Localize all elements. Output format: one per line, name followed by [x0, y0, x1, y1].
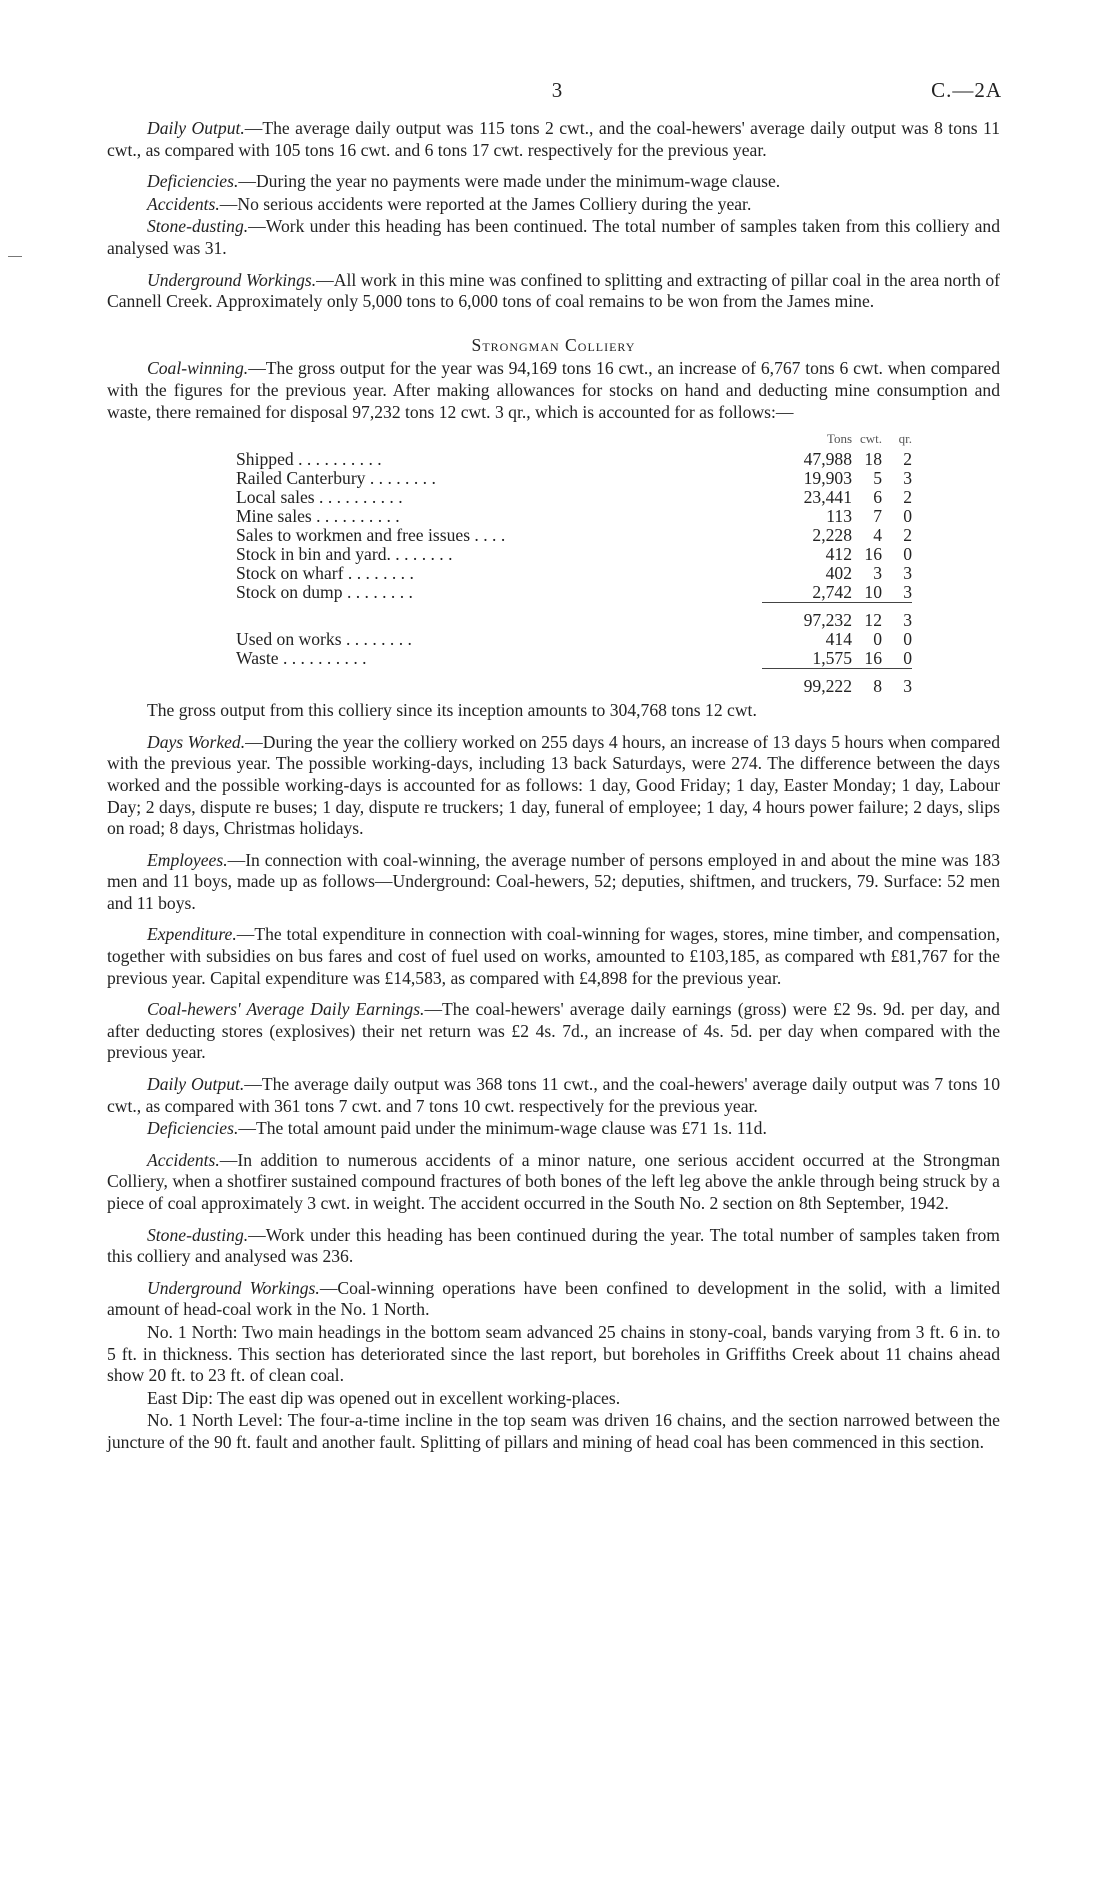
row-tons: 19,903 — [803, 468, 852, 489]
margin-mark — [8, 256, 22, 257]
page-body — [107, 118, 1000, 1455]
row-label: Shipped . . . . . . . . . . — [236, 449, 382, 470]
row-tons: 23,441 — [803, 487, 852, 508]
column-header: qr. — [898, 431, 912, 447]
strongman-expenditure: Expenditure.—The total expenditure in connection with coal-winning for wages, stores, mine timber, and compensation, together with subsidies on bus fares and cost of fuel used on works, amounted to £103,185, as compared wth £81,767 for the previous year. Capital expenditure was £14,583, as compared with £4,898 for the previous year. — [107, 924, 1000, 988]
row-qr: 2 — [903, 487, 912, 508]
strongman-days-worked: Days Worked.—During the year the colliery worked on 255 days 4 hours, an increase of 13 days 5 hours when compared with the previous year. The possible working-days, including 13 back Saturdays, were 274. The difference between the days worked and the possible working-days is accounted for as follows: 1 day, Good Friday; 1 day, Easter Monday; 1 day, Labour Day; 2 days, dispute re buses; 1 day, dispute re truckers; 1 day, funeral of employee; 1 day, 4 hours power failure; 2 days, slips on road; 8 days, Christmas holidays. — [107, 731, 1000, 839]
row-qr: 2 — [903, 449, 912, 470]
column-header: Tons — [826, 431, 852, 447]
total-row: 99,222 8 3 — [236, 669, 912, 697]
row-tons: 47,988 — [803, 449, 852, 470]
row-cwt: 10 — [864, 582, 882, 603]
row-label: Used on works . . . . . . . . — [236, 629, 412, 650]
table-row — [236, 507, 912, 526]
row-qr: 2 — [903, 525, 912, 546]
row-tons: 113 — [826, 506, 852, 527]
row-cwt: 18 — [864, 449, 882, 470]
table-row — [236, 649, 912, 669]
strongman-deficiencies: Deficiencies.—The total amount paid under the minimum-wage clause was £71 1s. 11d. — [147, 1118, 767, 1139]
gross-output-since-inception: The gross output from this colliery since its inception amounts to 304,768 tons 12 cwt. — [147, 700, 757, 721]
row-tons: 1,575 — [812, 648, 852, 669]
james-stone-dusting: Stone-dusting.—Work under this heading has been continued. The total number of samples taken from this colliery and analysed was 31. — [107, 216, 1000, 258]
row-cwt: 3 — [873, 563, 882, 584]
row-cwt: 4 — [873, 525, 882, 546]
row-qr: 3 — [903, 582, 912, 603]
row-label: Mine sales . . . . . . . . . . — [236, 506, 400, 527]
row-tons: 414 — [825, 629, 852, 650]
column-header: cwt. — [859, 431, 882, 447]
row-label: Local sales . . . . . . . . . . — [236, 487, 403, 508]
row-label: Stock in bin and yard. . . . . . . . — [236, 544, 453, 565]
document-reference: C.—2A — [931, 78, 1002, 102]
strongman-underground-workings: Underground Workings.—Coal-winning operations have been confined to development in the solid, with a limited amount of head-coal work in the No. 1 North. — [107, 1277, 1000, 1320]
row-cwt: 5 — [873, 468, 882, 489]
row-qr: 3 — [903, 563, 912, 584]
table-row — [236, 630, 912, 649]
strongman-stone-dusting: Stone-dusting.—Work under this heading has been continued during the year. The total number of samples taken from this colliery and analysed was 236. — [107, 1224, 1000, 1267]
row-qr: 3 — [903, 468, 912, 489]
table-row — [236, 526, 912, 545]
table-row — [236, 545, 912, 564]
james-daily-output: Daily Output.—The average daily output was 115 tons 2 cwt., and the coal-hewers' average daily output was 8 tons 11 cwt., as compared with 105 tons 16 cwt. and 6 tons 17 cwt. respectively for the previous year. — [107, 118, 1001, 160]
no1-north-paragraph: No. 1 North: Two main headings in the bottom seam advanced 25 chains in stony-coal, bands varying from 3 ft. 6 in. to 5 ft. in thickness. This section has deteriorated since the last report, but boreholes in Griffiths Creek about 11 chains ahead show 20 ft. to 23 ft. of clean coal. — [107, 1321, 1000, 1386]
row-label: Stock on dump . . . . . . . . — [236, 582, 413, 603]
subtotal-row: 97,232 12 3 — [236, 603, 912, 631]
row-qr: 0 — [903, 629, 912, 650]
row-tons: 2,228 — [812, 525, 852, 546]
table-row — [236, 450, 912, 469]
east-dip-paragraph: East Dip: The east dip was opened out in excellent working-places. — [147, 1387, 621, 1408]
row-qr: 0 — [903, 544, 912, 565]
strongman-earnings: Coal-hewers' Average Daily Earnings.—The coal-hewers' average daily earnings (gross) were £2 9s. 9d. per day, and after deducting stores (explosives) their net return was £2 4s. 7d., an increase of 4s. 5d. per day when compared with the previous year. — [107, 999, 1000, 1063]
strongman-accidents: Accidents.—In addition to numerous accidents of a minor nature, one serious accident occurred at the Strongman Colliery, when a shotfirer sustained compound fractures of both bones of the left leg above the ankle through being struck by a piece of coal approximately 3 cwt. in weight. The accident occurred in the South No. 2 section on 8th September, 1942. — [107, 1149, 1000, 1213]
row-label: Railed Canterbury . . . . . . . . — [236, 468, 436, 489]
row-cwt: 16 — [864, 544, 882, 565]
strongman-employees: Employees.—In connection with coal-winning, the average number of persons employed in and about the mine was 183 men and 11 boys, made up as follows—Underground: Coal-hewers, 52; deputies, shiftmen, and truckers, 79. Surface: 52 men and 11 boys. — [107, 849, 1000, 913]
row-qr: 0 — [903, 648, 912, 669]
table-row — [236, 564, 912, 583]
table-header-row — [236, 429, 912, 450]
row-cwt: 6 — [873, 487, 882, 508]
row-tons: 402 — [825, 563, 852, 584]
strongman-daily-output: Daily Output.—The average daily output was 368 tons 11 cwt., and the coal-hewers' average daily output was 7 tons 10 cwt., as compared with 361 tons 7 cwt. and 7 tons 10 cwt. respectively for the previous year. — [107, 1074, 1000, 1116]
table-row — [236, 583, 912, 603]
disposal-table — [236, 429, 912, 696]
row-cwt: 0 — [873, 629, 882, 650]
table-row — [236, 488, 912, 507]
row-cwt: 16 — [864, 648, 882, 669]
section-heading: Strongman Colliery — [471, 334, 636, 355]
row-qr: 0 — [903, 506, 912, 527]
james-underground-workings: Underground Workings.—All work in this mine was confined to splitting and extracting of pillar coal in the area north of Cannell Creek. Approximately only 5,000 tons to 6,000 tons of coal remains to be won from the James mine. — [107, 269, 1000, 312]
row-tons: 412 — [825, 544, 852, 565]
no1-north-level-paragraph: No. 1 North Level: The four-a-time incline in the top seam was driven 16 chains, and the section narrowed between the juncture of the 90 ft. fault and another fault. Splitting of pillars and mining of head coal has been commenced in this section. — [107, 1410, 1000, 1452]
row-cwt: 7 — [873, 506, 882, 527]
row-label: Sales to workmen and free issues . . . . — [236, 525, 506, 546]
strongman-coal-winning: Coal-winning.—The gross output for the year was 94,169 tons 16 cwt., an increase of 6,767 tons 6 cwt. when compared with the figures for the previous year. After making allowances for stocks on hand and deducting mine consumption and waste, there remained for disposal 97,232 tons 12 cwt. 3 qr., which is accounted for as follows:— — [107, 358, 1000, 422]
row-tons: 2,742 — [812, 582, 852, 603]
row-label: Waste . . . . . . . . . . — [236, 648, 367, 669]
james-deficiencies: Deficiencies.—During the year no payments were made under the minimum-wage clause. — [147, 171, 781, 192]
james-accidents: Accidents.—No serious accidents were reported at the James Colliery during the year. — [147, 193, 752, 214]
table-row — [236, 469, 912, 488]
page-number: 3 — [551, 78, 563, 102]
row-label: Stock on wharf . . . . . . . . — [236, 563, 414, 584]
